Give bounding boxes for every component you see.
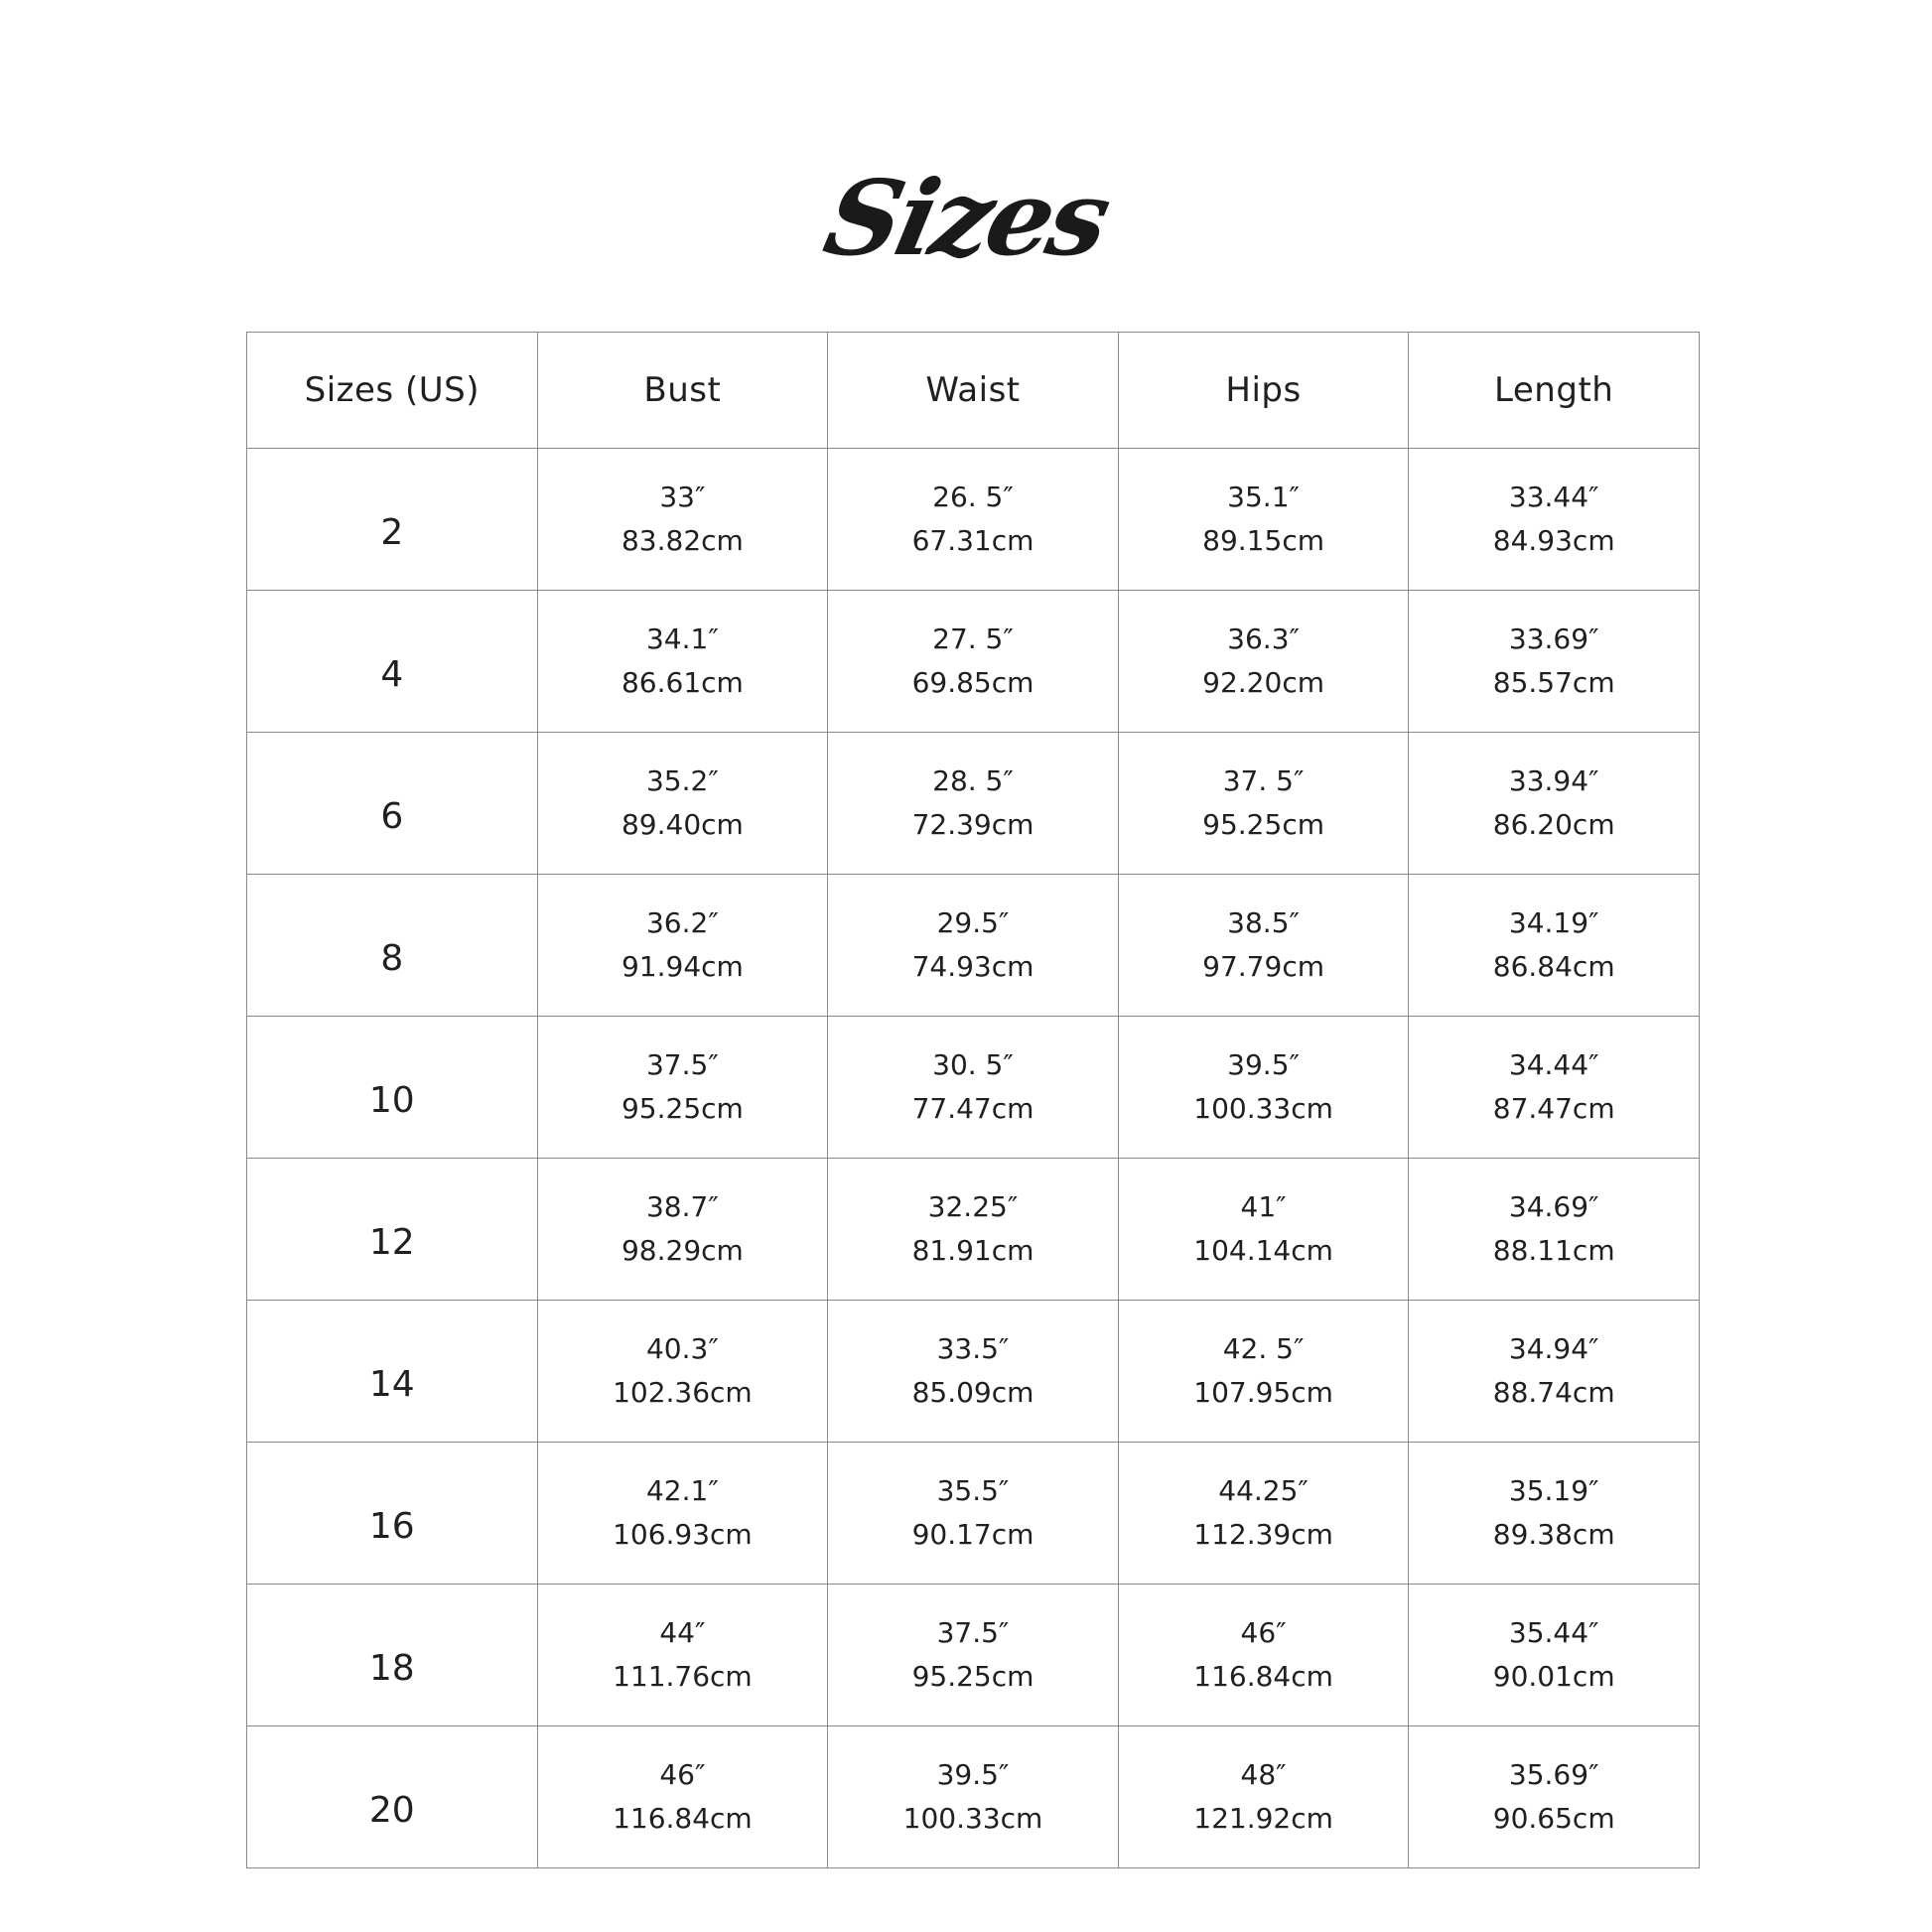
bust-centimeters: 111.76cm [613,1660,753,1693]
waist-centimeters: 74.93cm [911,950,1035,983]
bust-inches: 38.7″ [645,1190,719,1223]
bust-inches: 36.2″ [645,906,719,939]
bust-centimeters: 86.61cm [621,666,744,699]
hips-centimeters: 92.20cm [1202,666,1324,699]
length-cell [1409,733,1700,875]
bust-cell [537,1726,828,1868]
waist-cell [828,1017,1119,1159]
length-centimeters: 87.47cm [1492,1092,1615,1125]
bust-cell [537,449,828,591]
length-centimeters: 86.84cm [1492,950,1615,983]
waist-cell [828,1159,1119,1301]
header-sizes: Sizes (US) [247,333,538,449]
bust-centimeters: 116.84cm [613,1802,753,1835]
hips-cell [1118,733,1409,875]
length-inches: 34.44″ [1508,1048,1599,1081]
hips-centimeters: 116.84cm [1193,1660,1333,1693]
hips-cell [1118,1726,1409,1868]
size-cell: 10 [247,1017,538,1159]
table-row [247,1726,1700,1868]
hips-centimeters: 97.79cm [1202,950,1324,983]
waist-inches: 37.5″ [936,1616,1010,1649]
length-inches: 33.69″ [1508,622,1599,655]
waist-cell [828,875,1119,1017]
hips-inches: 36.3″ [1227,622,1300,655]
bust-inches: 40.3″ [645,1332,719,1365]
waist-centimeters: 81.91cm [911,1234,1035,1267]
waist-cell [828,591,1119,733]
bust-centimeters: 83.82cm [621,524,744,557]
header-length: Length [1409,333,1700,449]
waist-centimeters: 100.33cm [902,1802,1043,1835]
waist-cell [828,1301,1119,1443]
hips-centimeters: 95.25cm [1202,808,1324,841]
length-cell [1409,1443,1700,1585]
length-cell [1409,1017,1700,1159]
bust-inches: 37.5″ [645,1048,719,1081]
bust-inches: 46″ [659,1758,706,1791]
table-row [247,875,1700,1017]
header-bust: Bust [537,333,828,449]
size-cell: 8 [247,875,538,1017]
header-waist: Waist [828,333,1119,449]
waist-inches: 35.5″ [936,1474,1010,1507]
hips-cell [1118,1017,1409,1159]
length-centimeters: 84.93cm [1492,524,1615,557]
bust-cell [537,1585,828,1726]
length-cell [1409,591,1700,733]
header-hips: Hips [1118,333,1409,449]
bust-centimeters: 95.25cm [621,1092,744,1125]
length-inches: 33.94″ [1508,764,1599,797]
length-cell [1409,1585,1700,1726]
hips-inches: 39.5″ [1227,1048,1300,1081]
length-cell [1409,1726,1700,1868]
hips-inches: 42. 5″ [1222,1332,1305,1365]
hips-inches: 44.25″ [1218,1474,1309,1507]
hips-cell [1118,591,1409,733]
bust-cell [537,591,828,733]
size-cell: 14 [247,1301,538,1443]
table-row [247,1443,1700,1585]
bust-inches: 34.1″ [645,622,719,655]
hips-cell [1118,875,1409,1017]
size-cell: 16 [247,1443,538,1585]
length-centimeters: 88.74cm [1492,1376,1615,1409]
waist-cell [828,449,1119,591]
waist-inches: 39.5″ [936,1758,1010,1791]
table-header-row [247,333,1700,449]
hips-inches: 37. 5″ [1222,764,1305,797]
waist-inches: 29.5″ [936,906,1010,939]
hips-cell [1118,1159,1409,1301]
waist-centimeters: 85.09cm [911,1376,1035,1409]
size-cell: 20 [247,1726,538,1868]
length-cell [1409,875,1700,1017]
bust-cell [537,1301,828,1443]
bust-inches: 35.2″ [645,764,719,797]
bust-centimeters: 91.94cm [621,950,744,983]
hips-inches: 35.1″ [1227,481,1300,513]
length-cell [1409,1301,1700,1443]
hips-cell [1118,1443,1409,1585]
length-centimeters: 90.01cm [1492,1660,1615,1693]
waist-cell [828,733,1119,875]
hips-cell [1118,1301,1409,1443]
table-row [247,1585,1700,1726]
hips-centimeters: 100.33cm [1193,1092,1333,1125]
bust-inches: 44″ [659,1616,706,1649]
bust-cell [537,1159,828,1301]
bust-cell [537,733,828,875]
size-cell: 6 [247,733,538,875]
length-cell [1409,449,1700,591]
waist-inches: 33.5″ [936,1332,1010,1365]
length-centimeters: 90.65cm [1492,1802,1615,1835]
hips-inches: 46″ [1240,1616,1287,1649]
waist-inches: 32.25″ [927,1190,1019,1223]
bust-cell [537,1443,828,1585]
length-inches: 34.69″ [1508,1190,1599,1223]
table-row [247,1301,1700,1443]
size-cell: 4 [247,591,538,733]
hips-cell [1118,449,1409,591]
size-cell: 18 [247,1585,538,1726]
length-centimeters: 88.11cm [1492,1234,1615,1267]
hips-inches: 48″ [1240,1758,1287,1791]
waist-centimeters: 69.85cm [911,666,1035,699]
page-title: Sizes [814,157,1118,279]
size-chart-table [246,332,1700,1868]
bust-centimeters: 89.40cm [621,808,744,841]
bust-inches: 33″ [659,481,706,513]
bust-centimeters: 98.29cm [621,1234,744,1267]
waist-centimeters: 67.31cm [911,524,1035,557]
length-centimeters: 85.57cm [1492,666,1615,699]
table-body [247,449,1700,1868]
length-inches: 35.44″ [1508,1616,1599,1649]
length-inches: 33.44″ [1508,481,1599,513]
table-row [247,449,1700,591]
waist-inches: 27. 5″ [932,622,1014,655]
waist-cell [828,1585,1119,1726]
hips-centimeters: 89.15cm [1202,524,1324,557]
length-cell [1409,1159,1700,1301]
length-centimeters: 89.38cm [1492,1518,1615,1551]
bust-centimeters: 102.36cm [613,1376,753,1409]
table-row [247,1017,1700,1159]
waist-cell [828,1443,1119,1585]
bust-cell [537,1017,828,1159]
hips-cell [1118,1585,1409,1726]
waist-inches: 30. 5″ [932,1048,1014,1081]
waist-centimeters: 95.25cm [911,1660,1035,1693]
hips-centimeters: 104.14cm [1193,1234,1333,1267]
length-inches: 35.19″ [1508,1474,1599,1507]
waist-inches: 28. 5″ [932,764,1014,797]
length-inches: 35.69″ [1508,1758,1599,1791]
hips-centimeters: 107.95cm [1193,1376,1333,1409]
waist-inches: 26. 5″ [932,481,1014,513]
table-row [247,733,1700,875]
length-inches: 34.94″ [1508,1332,1599,1365]
bust-cell [537,875,828,1017]
bust-inches: 42.1″ [645,1474,719,1507]
bust-centimeters: 106.93cm [613,1518,753,1551]
waist-centimeters: 77.47cm [911,1092,1035,1125]
table-row [247,591,1700,733]
waist-centimeters: 72.39cm [911,808,1035,841]
hips-inches: 41″ [1240,1190,1287,1223]
waist-centimeters: 90.17cm [911,1518,1035,1551]
size-cell: 2 [247,449,538,591]
table-row [247,1159,1700,1301]
length-centimeters: 86.20cm [1492,808,1615,841]
length-inches: 34.19″ [1508,906,1599,939]
hips-centimeters: 121.92cm [1193,1802,1333,1835]
size-cell: 12 [247,1159,538,1301]
hips-inches: 38.5″ [1227,906,1300,939]
waist-cell [828,1726,1119,1868]
hips-centimeters: 112.39cm [1193,1518,1333,1551]
